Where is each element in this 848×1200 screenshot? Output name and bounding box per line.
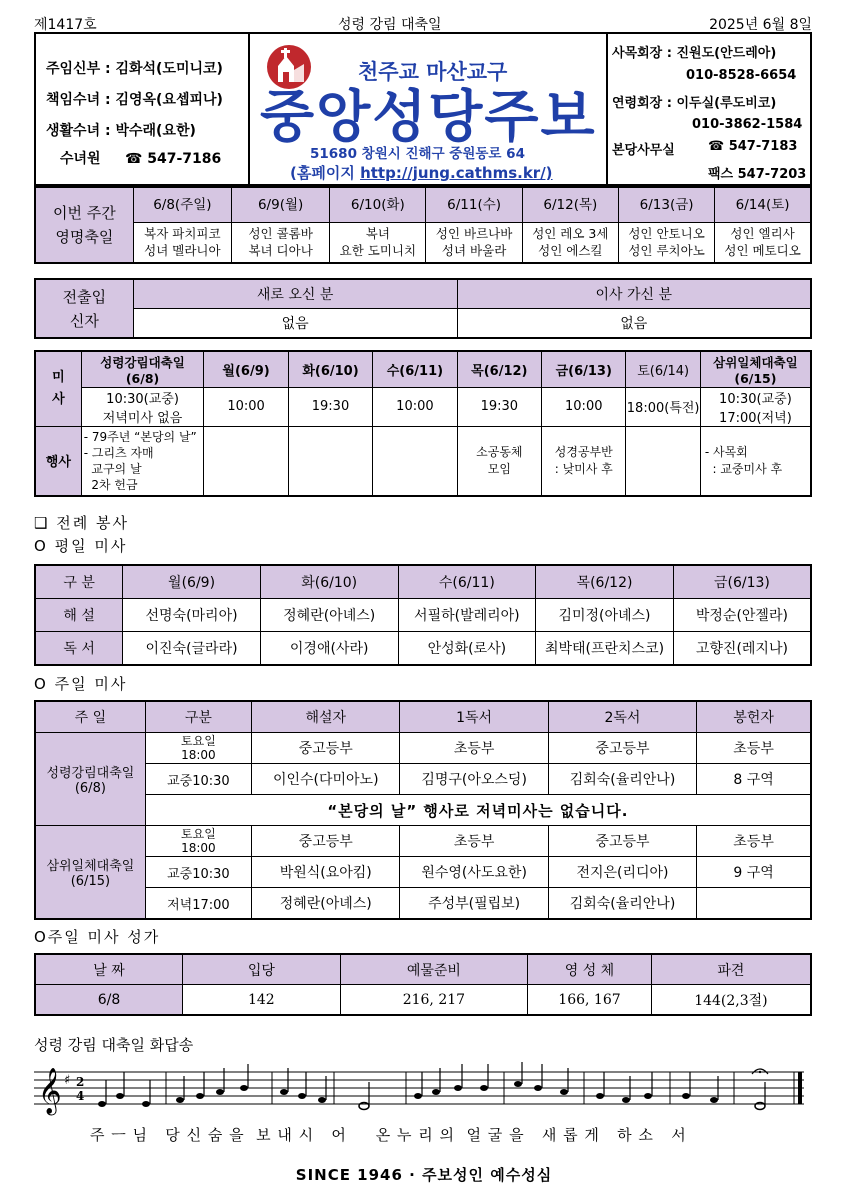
duty-cell: 정혜란(아녜스) xyxy=(260,599,398,632)
moves-in-value: 없음 xyxy=(133,309,457,339)
staff-convent: 수녀원 ☎ 547-7186 xyxy=(60,151,222,167)
event-empty xyxy=(288,426,372,496)
svg-text:4: 4 xyxy=(76,1089,85,1103)
staff-panel xyxy=(36,34,250,184)
saints-date: 6/14(토) xyxy=(715,187,811,223)
weekday-duty-table xyxy=(34,564,812,666)
event-empty xyxy=(373,426,457,496)
mass-time: 10:30(교중) 17:00(저녁) xyxy=(700,387,811,426)
saints-names: 성인 바르나바 성녀 바울라 xyxy=(426,223,522,263)
sunday-header: 봉헌자 xyxy=(697,701,811,733)
office-label: 본당사무실 xyxy=(612,143,675,158)
sunday-header: 주 일 xyxy=(35,701,145,733)
duty-cell: 김미정(아녜스) xyxy=(536,599,674,632)
staff-sister-life: 생활수녀 : 박수래(요한) xyxy=(46,123,196,139)
duty-header: 화(6/10) xyxy=(260,565,398,599)
duty-cell: 박정순(안젤라) xyxy=(673,599,811,632)
saints-date: 6/10(화) xyxy=(330,187,426,223)
saints-date: 6/11(수) xyxy=(426,187,522,223)
saints-date: 6/12(목) xyxy=(522,187,618,223)
time-signature-icon: 2 xyxy=(76,1075,85,1089)
moves-label: 전출입 신자 xyxy=(35,279,133,338)
event-fri: 성경공부반 : 낮미사 후 xyxy=(542,426,626,496)
hymn-offertory: 216, 217 xyxy=(340,985,527,1016)
saints-names: 복자 파치피코 성녀 멜라니아 xyxy=(133,223,231,263)
sunday-cell: 김명구(아오스딩) xyxy=(400,764,548,795)
saints-date: 6/13(금) xyxy=(618,187,714,223)
mass-time: 10:00 xyxy=(204,387,288,426)
sunday-cell: 정혜란(아녜스) xyxy=(252,888,400,920)
sunday-cell: 8 구역 xyxy=(697,764,811,795)
office-fax: 팩스 547-7203 xyxy=(708,167,807,182)
hymn-header: 예물준비 xyxy=(340,954,527,985)
duty-row-label: 해 설 xyxy=(35,599,123,632)
hymn-header: 날 짜 xyxy=(35,954,183,985)
saints-names: 성인 콜롬바 복녀 디아나 xyxy=(232,223,330,263)
event-next-sunday: - 사목회 : 교중미사 후 xyxy=(700,426,811,496)
moves-out-header: 이사 가신 분 xyxy=(457,279,811,309)
duty-header: 구 분 xyxy=(35,565,123,599)
mass-time: 10:00 xyxy=(373,387,457,426)
treble-clef-icon: 𝄞 xyxy=(38,1068,62,1114)
bulletin-name: 중앙성당주보 xyxy=(260,85,597,150)
sunday-header: 구분 xyxy=(145,701,251,733)
sunday-cell: 초등부 xyxy=(400,733,548,764)
elder-president: 연령회장 : 이두실(루도비코) xyxy=(612,96,777,111)
office-phone: ☎ 547-7183 xyxy=(708,139,798,154)
duty-cell: 이진숙(글라라) xyxy=(123,632,261,666)
saints-date: 6/9(월) xyxy=(232,187,330,223)
moves-table xyxy=(34,278,812,339)
duty-cell: 선명숙(마리아) xyxy=(123,599,261,632)
mass-time: 19:30 xyxy=(288,387,372,426)
moves-in-header: 새로 오신 분 xyxy=(133,279,457,309)
saints-names: 성인 레오 3세 성인 에스킬 xyxy=(522,223,618,263)
mass-time: 19:30 xyxy=(457,387,541,426)
mass-col-fri: 금(6/13) xyxy=(542,351,626,387)
duty-cell: 최박태(프란치스코) xyxy=(536,632,674,666)
sunday-cell: 전지은(리디아) xyxy=(548,857,696,888)
homepage-link[interactable]: http://jung.cathms.kr/) xyxy=(360,164,553,182)
section-liturgy: ❑ 전례 봉사 xyxy=(34,514,129,532)
event-sunday: - 79주년 “본당의 날” - 그리츠 자매 교구의 날 2차 헌금 xyxy=(81,426,204,496)
issue-number: 제1417호 xyxy=(34,17,97,33)
duty-cell: 안성화(로사) xyxy=(398,632,536,666)
mass-col-sunday: 성령강림대축일 (6/8) xyxy=(81,351,204,387)
sunday-cell: 중고등부 xyxy=(252,733,400,764)
event-thu: 소공동체 모임 xyxy=(457,426,541,496)
elder-phone: 010-3862-1584 xyxy=(692,117,803,132)
mass-time: 18:00(특전) xyxy=(626,387,700,426)
hymn-recessional: 144(2,3절) xyxy=(651,985,811,1016)
parish-address: 51680 창원시 진해구 중원동로 64 xyxy=(310,146,525,162)
section-weekday: O 평일 미사 xyxy=(34,537,128,555)
sunday-cell: 초등부 xyxy=(697,733,811,764)
sunday-cell: 원수영(사도요한) xyxy=(400,857,548,888)
mass-col-tue: 화(6/10) xyxy=(288,351,372,387)
mass-col-sat: 토(6/14) xyxy=(626,351,700,387)
title-panel xyxy=(248,34,606,184)
sunday-cell: 중고등부 xyxy=(548,733,696,764)
sunday-notice: “본당의 날” 행사로 저녁미사는 없습니다. xyxy=(145,795,811,826)
sunday-duty-table xyxy=(34,700,812,920)
bulletin-date: 2025년 6월 8일 xyxy=(709,17,812,33)
sunday-slot: 토요일 18:00 xyxy=(145,826,251,857)
council-phone: 010-8528-6654 xyxy=(686,68,797,83)
sunday-cell: 9 구역 xyxy=(697,857,811,888)
staff-pastor: 주임신부 : 김화석(도미니코) xyxy=(46,61,223,77)
sunday-group1: 성령강림대축일 (6/8) xyxy=(35,733,145,826)
saints-table xyxy=(34,186,812,264)
saints-names: 복녀 요한 도미니치 xyxy=(330,223,426,263)
mass-table xyxy=(34,350,812,497)
mass-col-next-sunday: 삼위일체대축일 (6/15) xyxy=(700,351,811,387)
council-president: 사목회장 : 진원도(안드레아) xyxy=(612,46,777,61)
event-empty xyxy=(204,426,288,496)
sunday-cell: 김회숙(율리안나) xyxy=(548,764,696,795)
hymn-header: 파견 xyxy=(651,954,811,985)
saints-label: 이번 주간 영명축일 xyxy=(35,187,133,263)
section-sunday: O 주일 미사 xyxy=(34,675,128,693)
masthead xyxy=(34,32,812,186)
sunday-cell: 중고등부 xyxy=(252,826,400,857)
hymn-header: 입당 xyxy=(183,954,341,985)
duty-header: 월(6/9) xyxy=(123,565,261,599)
saints-names: 성인 엘리사 성인 메토디오 xyxy=(715,223,811,263)
moves-out-value: 없음 xyxy=(457,309,811,339)
sunday-cell: 김회숙(율리안나) xyxy=(548,888,696,920)
sunday-cell: 중고등부 xyxy=(548,826,696,857)
sunday-slot: 저녁17:00 xyxy=(145,888,251,920)
mass-time: 10:30(교중) 저녁미사 없음 xyxy=(81,387,204,426)
saints-names: 성인 안토니오 성인 루치아노 xyxy=(618,223,714,263)
sunday-cell: 박원식(요아킴) xyxy=(252,857,400,888)
mass-col-wed: 수(6/11) xyxy=(373,351,457,387)
sunday-cell: 초등부 xyxy=(697,826,811,857)
event-label: 행사 xyxy=(35,426,81,496)
sunday-header: 해설자 xyxy=(252,701,400,733)
footer-motto: SINCE 1946 · 주보성인 예수성심 xyxy=(295,1166,553,1184)
mass-col-mon: 월(6/9) xyxy=(204,351,288,387)
sunday-cell: 이인수(다미아노) xyxy=(252,764,400,795)
event-empty xyxy=(626,426,700,496)
music-staff xyxy=(34,1062,812,1122)
hymn-date: 6/8 xyxy=(35,985,183,1016)
hymn-table xyxy=(34,953,812,1016)
duty-header: 금(6/13) xyxy=(673,565,811,599)
section-choir: O주일 미사 성가 xyxy=(34,928,161,946)
sunday-cell xyxy=(697,888,811,920)
mass-time: 10:00 xyxy=(542,387,626,426)
mass-col-thu: 목(6/12) xyxy=(457,351,541,387)
mass-label: 미 사 xyxy=(35,351,81,426)
sunday-group2: 삼위일체대축일 (6/15) xyxy=(35,826,145,920)
psalm-lyrics: 주 ㅡ 님 당 신 숨 을 보 내 시 어 온 누 리 의 얼 굴 을 새 롭 게 하 소 서 xyxy=(90,1126,687,1144)
duty-cell: 서필하(발레리아) xyxy=(398,599,536,632)
homepage: (홈페이지 http://jung.cathms.kr/) xyxy=(290,164,553,182)
sunday-slot: 토요일 18:00 xyxy=(145,733,251,764)
hymn-entrance: 142 xyxy=(183,985,341,1016)
psalm-title: 성령 강림 대축일 화답송 xyxy=(34,1036,194,1054)
sunday-cell: 주성부(필립보) xyxy=(400,888,548,920)
key-signature-icon: ♯ xyxy=(64,1073,71,1088)
top-line xyxy=(34,14,812,34)
staff-sister-head: 책임수녀 : 김영옥(요셉피나) xyxy=(46,92,223,108)
hymn-header: 영 성 체 xyxy=(528,954,652,985)
sunday-cell: 초등부 xyxy=(400,826,548,857)
sunday-header: 2독서 xyxy=(548,701,696,733)
duty-header: 목(6/12) xyxy=(536,565,674,599)
contacts-panel xyxy=(606,34,812,184)
saints-date: 6/8(주일) xyxy=(133,187,231,223)
duty-cell: 이경애(사라) xyxy=(260,632,398,666)
sunday-slot: 교중10:30 xyxy=(145,764,251,795)
bulletin-title: 성령 강림 대축일 xyxy=(338,17,442,33)
duty-cell: 고향진(레지나) xyxy=(673,632,811,666)
duty-row-label: 독 서 xyxy=(35,632,123,666)
duty-header: 수(6/11) xyxy=(398,565,536,599)
sunday-slot: 교중10:30 xyxy=(145,857,251,888)
sunday-header: 1독서 xyxy=(400,701,548,733)
diocese-name: 천주교 마산교구 xyxy=(358,60,508,84)
hymn-communion: 166, 167 xyxy=(528,985,652,1016)
